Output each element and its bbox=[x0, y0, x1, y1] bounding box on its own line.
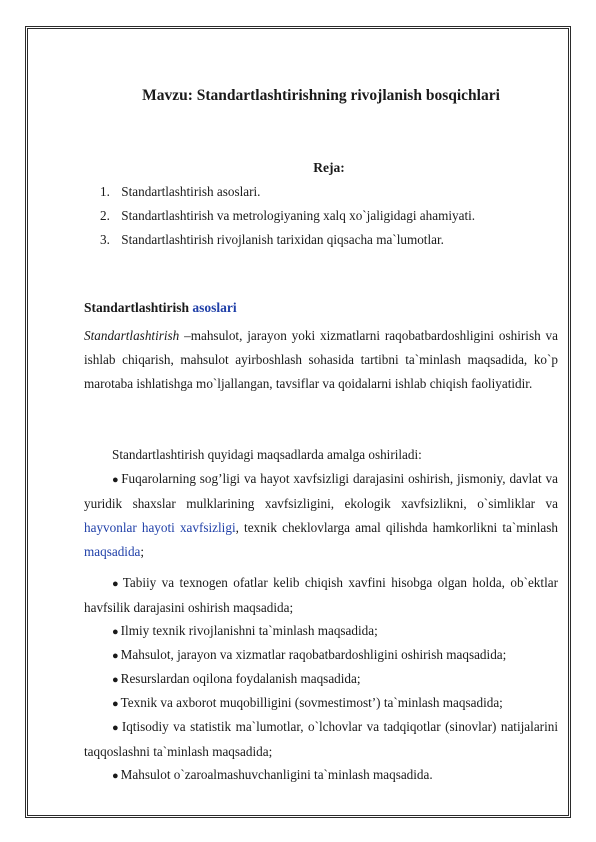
plan-item-number: 2. bbox=[100, 208, 110, 223]
goal-text: Iqtisodiy va statistik ma`lumotlar, o`lchovlar va tadqiqotlar (sinovlar) natijalarini taqqoslashni ta`minlash maqsadida; bbox=[84, 719, 558, 759]
document-title: Mavzu: Standartlashtirishning rivojlanish bosqichlari bbox=[142, 87, 500, 104]
goal-bullet-4 bbox=[84, 643, 558, 668]
goals-intro: Standartlashtirish quyidagi maqsadlarda amalga oshiriladi: bbox=[112, 447, 422, 462]
goal-text: , texnik cheklovlarga amal qilishda hamkorlikni ta`minlash bbox=[235, 520, 558, 535]
bullet-icon: ● bbox=[112, 722, 120, 734]
goal-bullet-2 bbox=[84, 571, 558, 620]
section-heading bbox=[84, 300, 237, 316]
goal-text: ; bbox=[140, 544, 145, 559]
goal-text: Resurslardan oqilona foydalanish maqsadida; bbox=[120, 671, 361, 686]
section-heading-text: Standartlashtirish bbox=[84, 300, 190, 315]
goal-text: Mahsulot o`zaroalmashuvchanligini ta`minlash maqsadida. bbox=[120, 767, 433, 782]
goal-bullet-1 bbox=[84, 467, 558, 564]
goal-bullet-3 bbox=[84, 619, 558, 644]
plan-item bbox=[100, 228, 475, 252]
bullet-icon: ● bbox=[112, 770, 119, 782]
goal-bullet-8 bbox=[84, 763, 558, 788]
bullet-icon: ● bbox=[112, 578, 121, 590]
plan-item-number: 1. bbox=[100, 184, 110, 199]
plan-item-text: Standartlashtirish rivojlanish tarixidan qiqsacha ma`lumotlar. bbox=[121, 232, 444, 247]
definition-term: Standartlashtirish bbox=[84, 328, 180, 343]
plan-item bbox=[100, 180, 475, 204]
goal-bullet-6 bbox=[84, 691, 558, 716]
plan-item bbox=[100, 204, 475, 228]
definition-paragraph bbox=[84, 324, 558, 396]
definition-text: –mahsulot, jarayon yoki xizmatlarni raqobatbardoshligini oshirish va ishlab chiqarish, mahsulot ayirboshlash sohasida tartibni ta`minlash maqsadida, ko`p marotaba ishlatishga mo`ljallangan, tavsiflar va qoidalarni ishlab chiqish faoliyatidir. bbox=[84, 328, 558, 391]
plan-list bbox=[100, 180, 475, 252]
bullet-icon: ● bbox=[112, 474, 120, 486]
goal-text: Mahsulot, jarayon va xizmatlar raqobatbardoshligini oshirish maqsadida; bbox=[120, 647, 507, 662]
goal-bullet-5 bbox=[84, 667, 558, 692]
bullet-icon: ● bbox=[112, 650, 119, 662]
bullet-icon: ● bbox=[112, 698, 119, 710]
goal-text: Texnik va axborot muqobilligini (sovmestimost’) ta`minlash maqsadida; bbox=[120, 695, 503, 710]
bullet-icon: ● bbox=[112, 674, 119, 686]
plan-item-number: 3. bbox=[100, 232, 110, 247]
goal-text: Tabiiy va texnogen ofatlar kelib chiqish xavfini hisobga olgan holda, ob`ektlar havfsilik darajasini oshirish maqsadida; bbox=[84, 575, 558, 615]
goal-text: Fuqarolarning sog’ligi va hayot xavfsizligi darajasini oshirish, jismoniy, davlat va yuridik shaxslar mulklarining xavfsizligini, ekologik xavfsizlikni, o`simliklar va bbox=[84, 471, 558, 511]
plan-heading: Reja: bbox=[313, 160, 345, 175]
inline-link[interactable]: maqsadida bbox=[84, 544, 141, 559]
goal-text: Ilmiy texnik rivojlanishni ta`minlash maqsadida; bbox=[120, 623, 378, 638]
goal-bullet-7 bbox=[84, 715, 558, 764]
plan-item-text: Standartlashtirish asoslari. bbox=[121, 184, 261, 199]
section-heading-link[interactable]: asoslari bbox=[192, 300, 237, 315]
inline-link[interactable]: hayvonlar hayoti xavfsizligi bbox=[84, 520, 236, 535]
plan-item-text: Standartlashtirish va metrologiyaning xalq xo`jaligidagi ahamiyati. bbox=[121, 208, 476, 223]
bullet-icon: ● bbox=[112, 626, 119, 638]
